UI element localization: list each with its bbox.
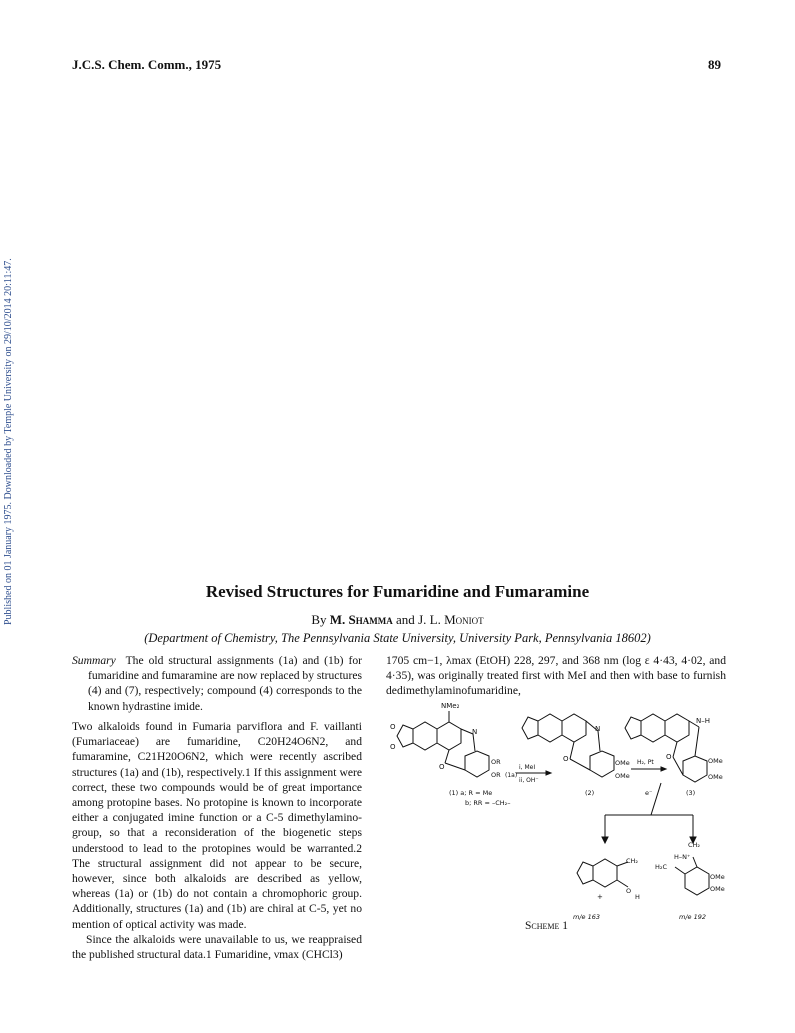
ch2-label-2: CH₂ — [688, 841, 701, 849]
electron-label: e⁻ — [645, 789, 653, 797]
reagent-1b: ii, OH⁻ — [519, 777, 539, 784]
nh-label: N–H — [696, 717, 710, 725]
plus-label: + — [597, 893, 603, 901]
affiliation: (Department of Chemistry, The Pennsylvania State University, University Park, Pennsylvania 18602) — [144, 631, 651, 645]
or-label-1: OR — [491, 758, 501, 766]
fragment-163-structure — [577, 859, 628, 887]
summary-label: Summary — [72, 654, 116, 667]
compound-3-structure — [625, 714, 707, 782]
compound-3-label: (3) — [686, 789, 696, 797]
download-notice-text: Published on 01 January 1975. Downloaded by Temple University on 29/10/2014 20:11:47. — [3, 258, 14, 625]
or-label-2: OR — [491, 771, 501, 779]
ome-label-3: OMe — [708, 757, 723, 765]
arrowhead-3 — [602, 837, 608, 843]
author-1: M. Shamma — [329, 612, 393, 627]
me-192-label: m/e 192 — [679, 913, 706, 921]
nme2-label: NMe₂ — [441, 702, 460, 710]
ome-label-2: OMe — [615, 772, 630, 780]
and-label: and — [396, 612, 415, 627]
n-label-2: N — [595, 725, 601, 733]
ei-line — [651, 783, 661, 815]
ome-label-4: OMe — [708, 773, 723, 781]
h-label-1: H — [635, 893, 640, 901]
summary-text: The old structural assignments (1a) and (1b) for fumaridine and fumaramine are now replaced by structures (4) and (7), respectively; compound (4) corresponds to the known hydrastine imide. — [88, 654, 362, 713]
right-column-text: 1705 cm−1, λmax (EtOH) 228, 297, and 368 nm (log ε 4·43, 4·02, and 4·35), was originally treated first with MeI and then with base to furnish dedimethylaminofumaridine, — [386, 654, 726, 698]
n-label-1: N — [472, 728, 478, 736]
o-label-5: O — [666, 753, 672, 761]
ome-label-1: OMe — [615, 759, 630, 767]
page-number: 89 — [708, 57, 721, 72]
intro-paragraph-2: Since the alkaloids were unavailable to us, we reappraised the published structural data.1 Fumaridine, νmax (CHCl3) — [72, 932, 362, 962]
o-label-6: O — [626, 887, 632, 895]
nplus-label: H–N⁺ — [674, 853, 691, 861]
ch2-label-1: CH₂ — [626, 857, 639, 865]
summary-block — [72, 653, 362, 714]
compound-2-structure — [522, 714, 614, 777]
intro-paragraph-1: Two alkaloids found in Fumaria parviflora and F. vaillanti (Fumariaceae) are fumaridine, C20H24O6N2, and fumaramine, C21H20O6N2, which were recently ascribed structures (1a) and (1b), respectively.1 If this assignment were correct, these two compounds would be of great importance among protopine bases. No protopine is known to incorporate either a conjugated imine function or a C-5 dimethylamino-group, so that a reconsideration of the biogenetic steps understood to lead to the protopines would be warranted.2 The structural assignment did not appear to be secure, however, since both alkaloids are described as yellow, whereas (1a) or (1b) do not contain a chromophoric group. Additionally, structures (1a) and (1b) are chiral at C-5, yet no mention of optical activity was made. — [72, 720, 362, 931]
ome-label-6: OMe — [710, 885, 725, 893]
compound-2-label: (2) — [585, 789, 595, 797]
o-label-1: O — [390, 723, 396, 731]
scheme-caption: Scheme 1 — [525, 920, 569, 932]
download-notice — [3, 225, 17, 625]
scheme-1-figure — [383, 699, 728, 934]
scheme-1-svg — [383, 699, 728, 924]
fragment-192-structure — [675, 857, 709, 895]
reagent-2: H₂, Pt — [637, 759, 654, 766]
me-163-label: m/e 163 — [573, 913, 600, 921]
arrowhead-1 — [546, 771, 551, 775]
ome-label-5: OMe — [710, 873, 725, 881]
reagent-1a: i, MeI — [519, 764, 536, 771]
reagent-prefix: (1a) — [505, 772, 518, 779]
o-label-2: O — [390, 743, 396, 751]
arrowhead-2 — [661, 767, 666, 771]
by-label: By — [311, 612, 327, 627]
compound-1b-label: b; RR = –CH₂– — [465, 799, 511, 807]
o-label-4: O — [563, 755, 569, 763]
intro-block — [72, 719, 362, 962]
h2c-label: H₂C — [655, 863, 668, 871]
author-2: J. L. Moniot — [418, 612, 484, 627]
o-label-3: O — [439, 763, 445, 771]
article-title: Revised Structures for Fumaridine and Fumaramine — [205, 582, 590, 601]
authors-line — [0, 612, 795, 628]
journal-header: J.C.S. Chem. Comm., 1975 — [72, 57, 222, 72]
compound-1-label: (1) a; R = Me — [449, 789, 493, 797]
